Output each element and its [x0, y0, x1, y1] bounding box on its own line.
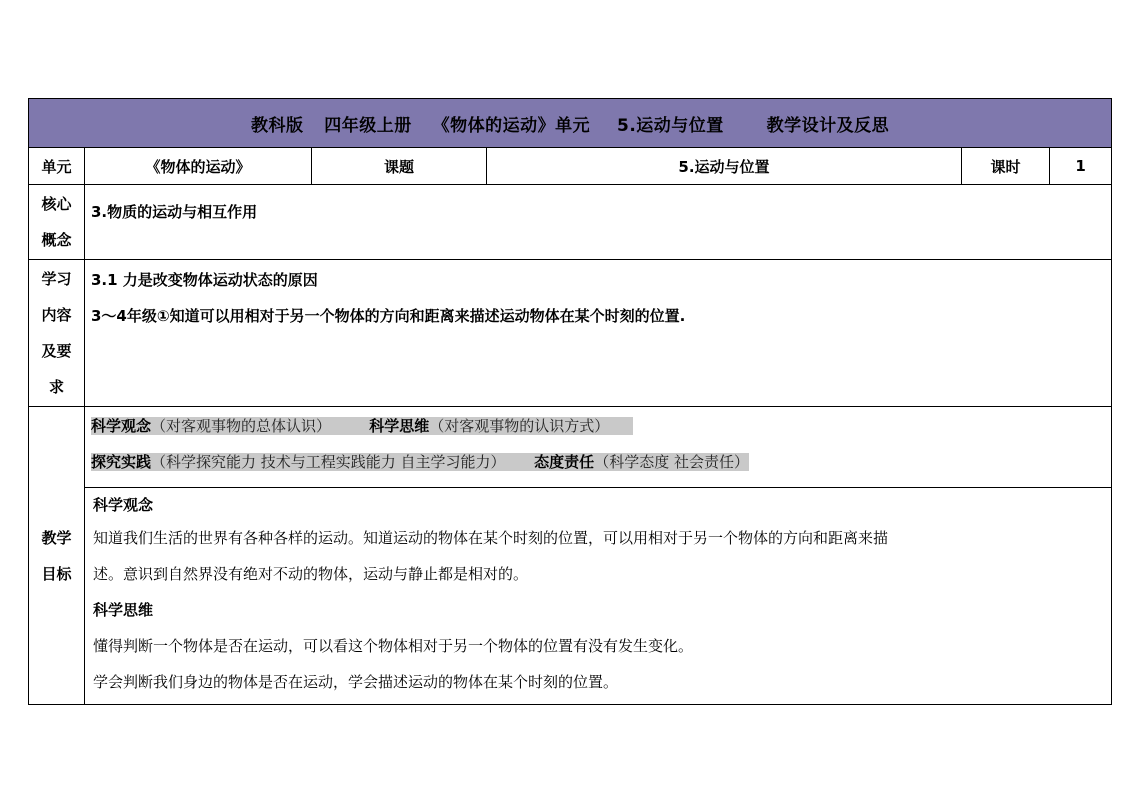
goal-heading-1: 科学观念 — [93, 496, 154, 514]
learning-line-2: 3～4年级①知道可以用相对于另一个物体的方向和距离来描述运动物体在某个时刻的位置. — [91, 307, 686, 325]
goal-line-1-2: 述。意识到自然界没有绝对不动的物体，运动与静止都是相对的。 — [93, 565, 529, 583]
core-concept-label: 核心 概念 — [29, 185, 85, 260]
goals-categories-row — [29, 407, 1112, 488]
goals-details — [85, 488, 1112, 705]
title-row — [29, 99, 1112, 148]
category-inquiry-practice: 探究实践（科学探究能力 技术与工程实践能力 自主学习能力） 态度责任（科学态度 社会责任） — [91, 453, 749, 471]
unit-label: 单元 — [29, 148, 85, 185]
goals-categories — [85, 407, 1112, 488]
learning-label: 学习 内容 及要 求 — [29, 260, 85, 407]
learning-line-1: 3.1 力是改变物体运动状态的原因 — [91, 271, 318, 289]
hours-value: 1 — [1050, 148, 1112, 185]
unit-value: 《物体的运动》 — [85, 148, 312, 185]
hours-label: 课时 — [962, 148, 1050, 185]
goals-category-row-2 — [91, 447, 1105, 483]
title-lesson: 5.运动与位置 — [616, 115, 724, 136]
goal-line-1-1: 知道我们生活的世界有各种各样的运动。知道运动的物体在某个时刻的位置，可以用相对于另一个物体的方向和距离来描 — [93, 529, 889, 547]
learning-text — [85, 260, 1112, 407]
category-science-concept: 科学观念（对客观事物的总体认识） 科学思维（对客观事物的认识方式） — [91, 417, 633, 435]
goals-category-row-1 — [91, 411, 1105, 447]
topic-label: 课题 — [312, 148, 487, 185]
goals-label: 教学 目标 — [29, 407, 85, 705]
title-doc-type: 教学设计及反思 — [766, 115, 890, 136]
topic-value: 5.运动与位置 — [487, 148, 962, 185]
learning-row — [29, 260, 1112, 407]
core-concept-text: 3.物质的运动与相互作用 — [85, 185, 1112, 260]
lesson-plan-table — [28, 98, 1112, 705]
goal-heading-2: 科学思维 — [93, 601, 154, 619]
document-title — [29, 99, 1112, 148]
goal-line-2-1: 懂得判断一个物体是否在运动，可以看这个物体相对于另一个物体的位置有没有发生变化。 — [93, 637, 694, 655]
core-concept-row — [29, 185, 1112, 260]
title-publisher: 教科版 — [250, 115, 304, 136]
unit-row — [29, 148, 1112, 185]
goal-line-2-2: 学会判断我们身边的物体是否在运动，学会描述运动的物体在某个时刻的位置。 — [93, 673, 619, 691]
title-grade: 四年级上册 — [324, 115, 412, 136]
goals-detail-row — [29, 488, 1112, 705]
title-unit: 《物体的运动》单元 — [432, 115, 591, 136]
